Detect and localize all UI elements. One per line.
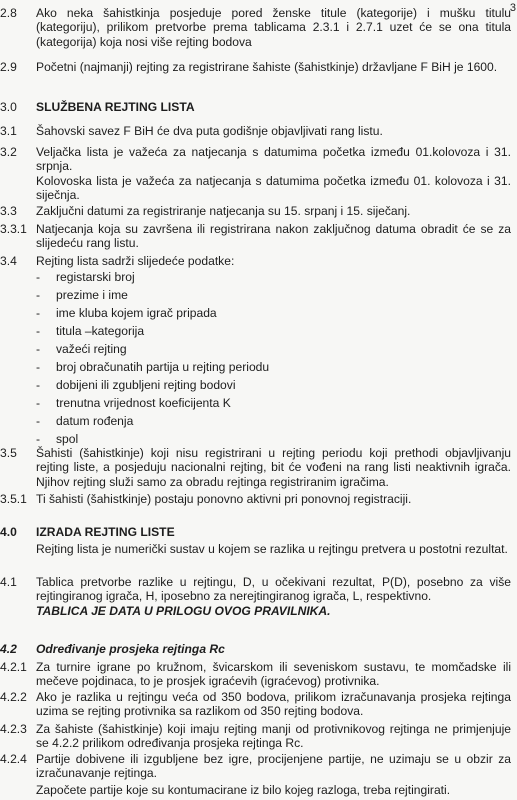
section-title: Određivanje prosjeka rejtinga Rc <box>36 642 225 656</box>
section-4-2-heading <box>0 642 517 656</box>
section-text: Šahovski savez F BiH će dva puta godišnje objavljivati rang listu. <box>36 124 383 138</box>
section-number: 3.5 <box>0 446 17 460</box>
section-2-8 <box>0 6 517 49</box>
section-text: Rejting lista sadrži slijedeće podatke: <box>36 254 235 268</box>
section-3-5 <box>0 446 517 489</box>
section-text-2: Kolovoska lista je važeća za natjecanja s datumima početka između 01. kolovoza i 31. siječnja. <box>36 173 511 202</box>
section-text: Ti šahisti (šahistkinje) postaju ponovno aktivni pri ponovnoj registraciji. <box>36 492 412 506</box>
section-text-1: Veljačka lista je važeća za natjecanja s datumima početka između 01.kolovoza i 31. srpnja. <box>36 145 511 174</box>
section-text: Početni (najmanji) rejting za registrirane šahiste (šahistkinje) državljane F BiH je 1600. <box>36 60 498 74</box>
section-3-3 <box>0 204 517 218</box>
section-3-5-1 <box>0 492 517 506</box>
section-3-3-1 <box>0 222 517 251</box>
section-title: SLUŽBENA REJTING LISTA <box>36 100 195 114</box>
section-text: Natjecanja koja su završena ili registrirana nakon zaključnog datuma obradit će se za slijedeću rang listu. <box>36 222 511 251</box>
section-4-2-4 <box>0 752 517 797</box>
document-page: 3 2.8 Ako neka šahistkinja posjeduje pored ženske titule (kategorije) i mušku titulu (kategoriju), prilikom pretvorbe prema tablicama 2.3.1 i 2.7.1 uzet će se ona titula (kategorija) koja nosi više rejting bodova 2.9 Početni (najmanji) rejting za registrirane šahiste (šahistkinje) državljane F BiH je 1600. 3.0 SLUŽBENA REJTING LISTA 3.1 Šahovski savez F BiH će dva puta godišnje objavljivati rang listu. 3.2 Veljačka lista je važeća za natjecanja s datumima početka između 01.kolovoza i 31. srpnja. Kolovoska lista je važeća za natjecanja s datumima početka između 01. kolovoza i 31. siječnja. 3.3 Zaključni datumi za registriranje natjecanja su 15. srpanj i 15. siječanj. 3.3.1 Natjecanja koja su završena ili registrirana nakon zaključnog datuma obradit će se za slijedeću rang listu. 3.4 Rejting lista sadrži slijedeće podatke: - registarski broj - prezime i ime - ime kluba kojem igrač pripada - titula –kategorija - važeći rejting - broj obračunatih partija u rejting periodu - dobijeni ili zgubljeni rejting bodovi - trenutna vrijednost koeficijenta K - datum rođenja - spol 3.5 Šahisti (šahistkinje) koji nisu registrirani u rejting periodu koji prethodi objavljivanju rejting liste, a posjeduju nacionalni rejting, bit će vođeni na rang listi neaktivnih igrača. Njihov rejting služi samo za obradu rejtinga registriranim igračima. 3.5.1 Ti šahisti (šahistkinje) postaju ponovno aktivni pri ponovnoj registraciji. 4.0 IZRADA REJTING LISTE Rejting lista je numerički sustav u kojem se razlika u rejtingu pretvera u postotni rezultat. 4.1 Tablica pretvorbe razlike u rejtingu, D, u očekivani rezultat, P(D), posebno za više rejtingiranog igrača, H, iposebno za nerejtingiranog igrača, L, respektivno. TABLICA JE DATA U PRILOGU OVOG PRAVILNIKA. 4.2 Određivanje prosjeka rejtinga Rc 4.2.1 Za turnire igrane po kružnom, švicarskom ili seveniskom sustavu, te momčadske ili mečeve pojdinaca, to je prosjek igraćevih (igraćevog) protivnika. 4.2.2 Ako je razlika u rejtingu veća od 350 bodova, prilikom izračunavanja prosjeka rejtinga uzima se rejting protivnika sa razlikom od 350 rejting bodova. 4.2.3 Za šahiste (šahistkinje) koji imaju rejting manji od protivnikovog rejtinga ne primjenjuje se 4.2.2 prilikom određivanja prosjeka rejtinga Rc. 4.2.4 Partije dobivene ili izgubljene bez igre, procijenjene partije, ne uzimaju se u obzir za izračunavanje rejtinga. Započete partije koje su kontumacirane iz bilo kojeg razloga, treba rejtingirati. <box>0 2 516 797</box>
section-number: 4.2.4 <box>0 752 27 766</box>
section-2-9 <box>0 60 517 74</box>
section-number: 4.2.1 <box>0 660 27 674</box>
page-number: 3 <box>509 2 516 14</box>
section-text: Partije dobivene ili izgubljene bez igre, procijenjene partije, ne uzimaju se u obzir za izračunavanje rejtinga. <box>36 752 511 781</box>
section-number: 3.0 <box>0 100 17 114</box>
section-3-1 <box>0 124 517 138</box>
section-number: 3.4 <box>0 254 17 268</box>
section-text: Tablica pretvorbe razlike u rejtingu, D, u očekivani rezultat, P(D), posebno za više rejtingiranog igrača, H, iposebno za nerejtingiranog igrača, L, respektivno. <box>36 575 511 604</box>
section-3-0-heading <box>0 100 517 114</box>
section-number: 3.5.1 <box>0 492 27 506</box>
section-3-2 <box>0 145 517 202</box>
section-4-0 <box>0 525 517 557</box>
section-text: Zaključni datumi za registriranje natjecanja su 15. srpanj i 15. siječanj. <box>36 204 411 218</box>
section-number: 3.3 <box>0 204 17 218</box>
section-number: 3.2 <box>0 145 17 159</box>
section-4-2-1 <box>0 660 517 689</box>
section-number: 4.2.2 <box>0 690 27 704</box>
section-text: Za šahiste (šahistkinje) koji imaju rejting manji od protivnikovog rejtinga ne primjenjuje se 4.2.2 prilikom određivanja prosjeka rejtinga Rc. <box>36 722 511 751</box>
section-number: 2.9 <box>0 60 17 74</box>
section-text-2: Započete partije koje su kontumacirane iz bilo kojeg razloga, treba rejtingirati. <box>36 782 451 797</box>
section-text: Rejting lista je numerički sustav u kojem se razlika u rejtingu pretvera u postotni rezultat. <box>36 542 508 557</box>
section-text: Šahisti (šahistkinje) koji nisu registrirani u rejting periodu koji prethodi objavljivanju rejting liste, a posjeduju nacionalni rejting, bit će vođeni na rang listi neaktivnih igrača. Njihov rejting služi samo za obradu rejtinga registriranim igračima. <box>36 446 511 489</box>
section-text: Ako je razlika u rejtingu veća od 350 bodova, prilikom izračunavanja prosjeka rejtinga uzima se rejting protivnika sa razlikom od 350 rejting bodova. <box>36 690 511 719</box>
section-text: Za turnire igrane po kružnom, švicarskom ili seveniskom sustavu, te momčadske ili mečeve pojdinaca, to je prosjek igraćevih (igraćevog) protivnika. <box>36 660 511 689</box>
section-number: 4.2 <box>0 642 17 656</box>
section-text: Ako neka šahistkinja posjeduje pored ženske titule (kategorije) i mušku titulu (kategoriju), prilikom pretvorbe prema tablicama 2.3.1 i 2.7.1 uzet će se ona titula (kategorija) koja nosi više rejting bodova <box>36 6 511 49</box>
section-4-2-2 <box>0 690 517 719</box>
section-4-1 <box>0 575 517 618</box>
section-number: 3.3.1 <box>0 222 27 236</box>
section-4-2-3 <box>0 722 517 751</box>
appendix-note: TABLICA JE DATA U PRILOGU OVOG PRAVILNIKA. <box>36 603 331 618</box>
section-number: 2.8 <box>0 6 17 20</box>
section-number: 3.1 <box>0 124 17 138</box>
section-title: IZRADA REJTING LISTE <box>36 525 175 539</box>
section-number: 4.1 <box>0 575 17 589</box>
section-3-4 <box>0 254 517 268</box>
section-number: 4.2.3 <box>0 722 27 736</box>
section-number: 4.0 <box>0 525 17 539</box>
